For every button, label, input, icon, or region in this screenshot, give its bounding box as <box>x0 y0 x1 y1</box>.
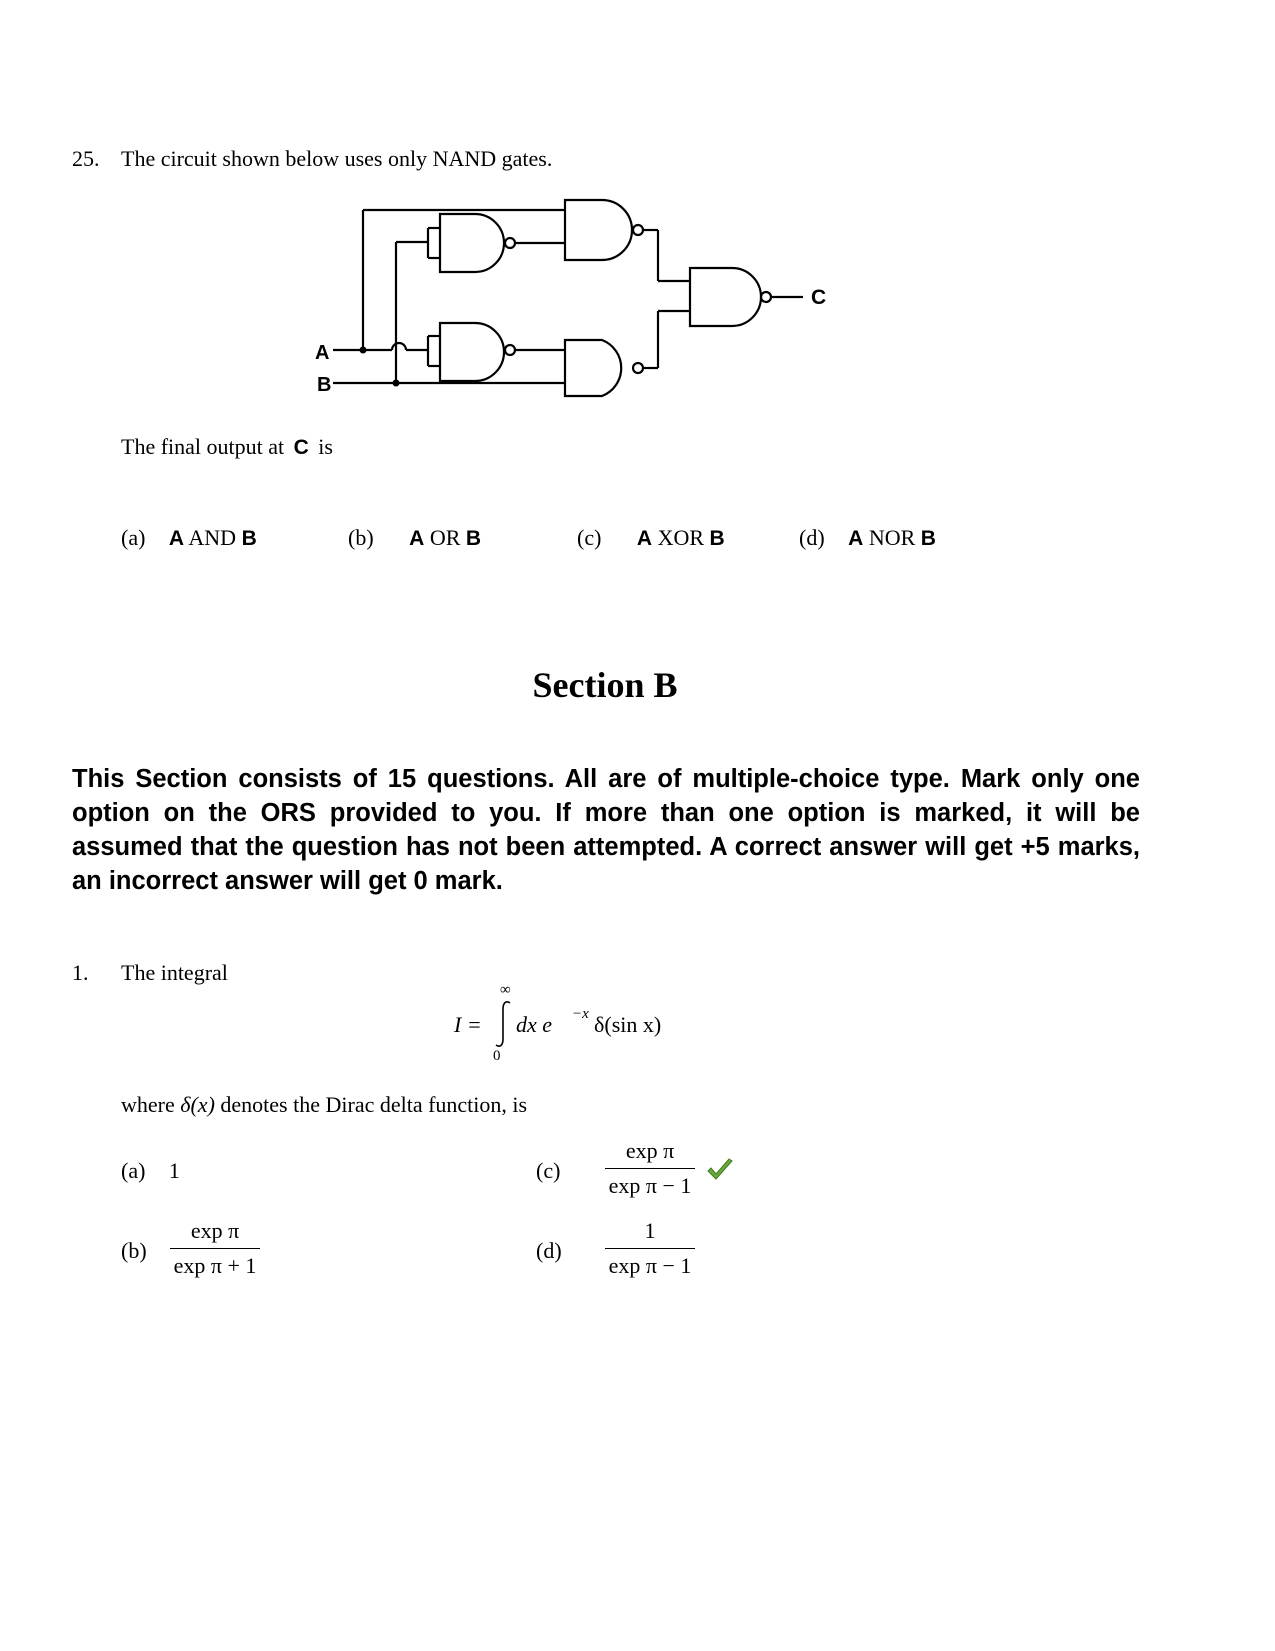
option-right: B <box>709 527 725 550</box>
q1-option-b-label[interactable]: (b) <box>121 1238 147 1263</box>
section-instructions: This Section consists of 15 questions. All are of multiple-choice type. Mark only one option on the ORS provided to you. If more than one option is marked, it will be assumed that the question has not been attempted. A correct answer will get +5 marks, an incorrect answer will get 0 mark. <box>72 765 1140 895</box>
option-label: (a) <box>121 1158 146 1183</box>
option-op: NOR <box>868 525 916 550</box>
integral-equation <box>440 978 700 1068</box>
junction-b <box>393 380 400 387</box>
option-right: B <box>241 527 257 550</box>
nand-gate-4-bubble <box>633 363 643 373</box>
fraction-denominator: exp π + 1 <box>173 1253 257 1278</box>
q25-option-a[interactable] <box>121 525 257 551</box>
option-left: A <box>409 527 425 550</box>
integrand: dx e <box>516 1012 553 1037</box>
nand-gate-1-bubble <box>505 238 515 248</box>
option-left: A <box>848 527 864 550</box>
circuit-label-c: C <box>811 286 827 309</box>
where-prefix: where <box>121 1092 175 1117</box>
question-25-number: 25. <box>72 146 100 171</box>
question-1-where <box>121 1092 527 1118</box>
option-left: A <box>168 527 185 550</box>
fraction-bar <box>170 1248 260 1249</box>
correct-check-icon <box>706 1158 734 1182</box>
exponent: −x <box>572 1006 589 1022</box>
question-1-number: 1. <box>72 960 89 985</box>
delta-term: δ(sin x) <box>594 1012 662 1037</box>
option-op: OR <box>429 525 461 550</box>
integral-lower-limit: 0 <box>493 1048 501 1064</box>
q1-option-c-label[interactable]: (c) <box>536 1158 561 1183</box>
option-right: B <box>920 527 936 550</box>
q25-option-b[interactable] <box>348 525 481 551</box>
nand-gate-1 <box>440 214 504 272</box>
option-label: (b) <box>348 525 374 550</box>
option-label: (a) <box>121 525 146 550</box>
nand-gate-2 <box>440 323 504 381</box>
section-title: Section B <box>532 665 678 705</box>
fraction-bar <box>605 1248 695 1249</box>
option-left: A <box>636 527 653 550</box>
integral-sign-icon <box>492 1000 514 1048</box>
option-value: 1 <box>168 1158 180 1183</box>
option-op: XOR <box>657 525 705 550</box>
prompt-prefix: The final output at <box>121 434 285 459</box>
option-label: (c) <box>577 525 602 550</box>
nand-gate-4 <box>565 340 621 396</box>
fraction-denominator: exp π − 1 <box>608 1173 692 1198</box>
q1-option-b-fraction <box>170 1216 260 1281</box>
fraction-numerator: exp π <box>625 1138 675 1163</box>
option-right: B <box>465 527 482 550</box>
circuit-label-b: B <box>317 374 332 396</box>
fraction-denominator: exp π − 1 <box>608 1253 692 1278</box>
nand-gate-3-bubble <box>633 225 643 235</box>
nand-circuit-diagram <box>300 190 860 410</box>
q1-option-d-label[interactable]: (d) <box>536 1238 562 1263</box>
circuit-label-a: A <box>315 342 330 364</box>
nand-gate-5-bubble <box>761 292 771 302</box>
prompt-var: C <box>293 436 309 459</box>
option-op: AND <box>188 525 237 550</box>
fraction-bar <box>605 1168 695 1169</box>
nand-gate-2-bubble <box>505 345 515 355</box>
fraction-numerator: exp π <box>190 1218 240 1243</box>
q1-option-c-fraction <box>605 1136 695 1201</box>
where-symbol: δ(x) <box>180 1092 215 1117</box>
question-25-text: The circuit shown below uses only NAND gates. <box>121 146 553 171</box>
integral-upper-limit: ∞ <box>500 982 511 998</box>
q1-option-d-fraction <box>605 1216 695 1281</box>
fraction-numerator: 1 <box>644 1218 656 1243</box>
q25-option-d[interactable] <box>799 525 936 551</box>
where-suffix: denotes the Dirac delta function, is <box>220 1092 528 1117</box>
q25-option-c[interactable] <box>577 525 725 551</box>
junction-a <box>360 347 367 354</box>
wire-hop <box>392 343 406 350</box>
question-25-prompt <box>121 434 333 460</box>
nand-gate-5 <box>690 268 761 326</box>
prompt-suffix: is <box>318 434 333 459</box>
q1-option-a[interactable] <box>121 1158 180 1184</box>
option-label: (d) <box>799 525 825 550</box>
nand-gate-3 <box>565 200 632 260</box>
equation-lhs: I = <box>454 1012 482 1037</box>
question-1-text: The integral <box>121 960 228 985</box>
